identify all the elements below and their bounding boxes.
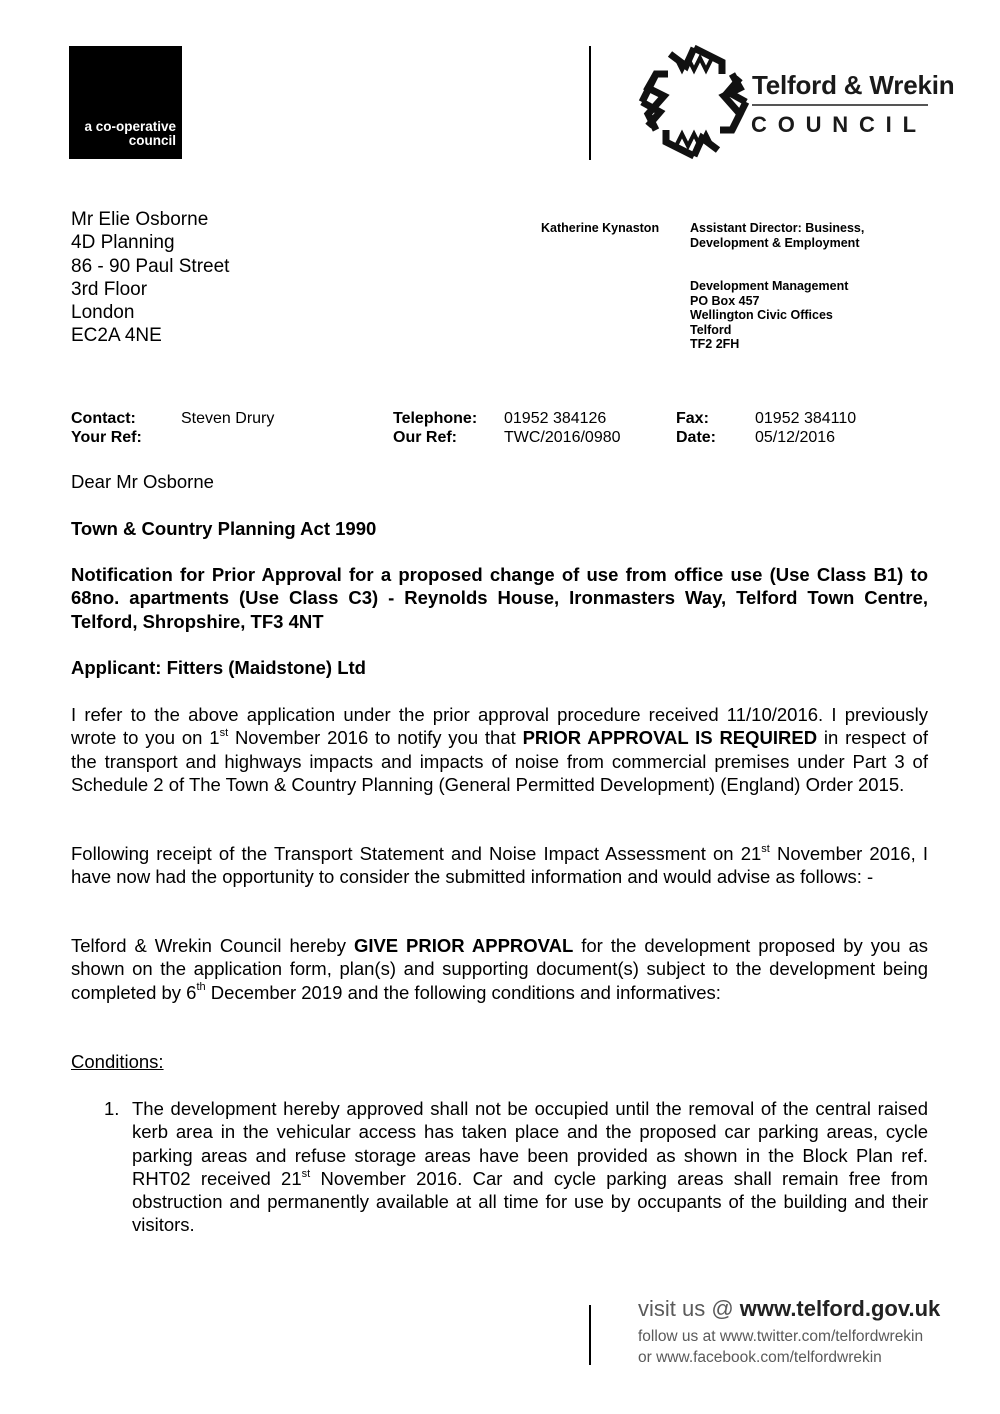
our-ref-label: Our Ref: (393, 429, 457, 446)
condition1-sup: st (301, 1167, 311, 1180)
subject-heading: Notification for Prior Approval for a proposed change of use from office use (Use Class B1) to 68no. apartments (Use Class C3) - Reynolds House, Ironmasters Way, Telford Town Centre, Telford, Shropshire, TF3 4NT (71, 564, 928, 632)
footer-twitter-link[interactable]: follow us at www.twitter.com/telfordwrekin (638, 1328, 924, 1345)
header-divider (589, 46, 591, 160)
paragraph-give-prior-approval (71, 934, 928, 1004)
contact-label: Contact: (71, 410, 136, 427)
conditions-heading: Conditions: (71, 1051, 164, 1072)
council-logo-word: COUNCIL (751, 112, 927, 137)
applicant-heading: Applicant: Fitters (Maidstone) Ltd (71, 657, 366, 678)
badge-line-2: council (128, 133, 176, 148)
para3-text: December 2019 and the following conditions and informatives: (205, 981, 721, 1003)
condition-text (132, 1097, 928, 1237)
sender-address-line: PO Box 457 (690, 293, 760, 308)
para3-text: for the development proposed by you as shown on the application form, plan(s) and supporting document(s) subject to the development being completed by 6 (71, 935, 928, 1003)
footer-facebook-link[interactable]: or www.facebook.com/telfordwrekin (638, 1349, 882, 1366)
para2-sup: st (761, 842, 770, 855)
para3-text: Telford & Wrekin Council hereby (71, 935, 354, 956)
council-logo-name: Telford & Wrekin (752, 70, 955, 100)
condition1-text: The development hereby approved shall not be occupied until the removal of the central raised kerb area in the vehicular access has taken place and the proposed car parking areas, cycle parking areas and refuse storage areas have been provided as shown in the Block Plan ref. RHT02 received 21 (132, 1098, 928, 1189)
condition1-text: November 2016. Car and cycle parking areas shall remain free from obstruction and permanently available at all time for use by occupants of the building and their visitors. (132, 1167, 928, 1236)
telephone-value: 01952 384126 (504, 410, 607, 427)
co-operative-council-badge (69, 46, 182, 159)
paragraph-following-receipt (71, 842, 928, 889)
telephone-label: Telephone: (393, 410, 478, 427)
our-ref-value: TWC/2016/0980 (504, 429, 621, 446)
addressee-line: Mr Elie Osborne (71, 209, 209, 230)
sender-address (690, 279, 848, 352)
badge-line-1: a co-operative (84, 119, 176, 134)
sender-address-line: TF2 2FH (690, 337, 740, 352)
salutation: Dear Mr Osborne (71, 471, 214, 492)
footer-website-link[interactable]: www.telford.gov.uk (739, 1296, 941, 1321)
sender-address-line: Development Management (690, 279, 849, 293)
sender-address-line: Telford (690, 322, 732, 337)
sender-name: Katherine Kynaston (541, 221, 660, 235)
para1-sup: st (219, 727, 229, 740)
footer-divider (589, 1305, 591, 1365)
addressee-line: 3rd Floor (71, 278, 148, 300)
para1-text: November 2016 to notify you that (228, 727, 523, 749)
sender-title-line: Assistant Director: Business, (690, 221, 865, 235)
sender-address-line: Wellington Civic Offices (690, 308, 833, 323)
footer-visit-us (638, 1296, 940, 1322)
co-operative-badge-text (84, 120, 176, 148)
date-value: 05/12/2016 (755, 429, 836, 446)
para2-text: November 2016, I have now had the opportunity to consider the submitted information and would advise as follows: - (71, 843, 928, 888)
condition-number: 1. (104, 1098, 120, 1119)
para2-text: Following receipt of the Transport Statement and Noise Impact Assessment on 21 (71, 843, 762, 864)
paragraph-prior-approval-required (71, 703, 928, 796)
council-logo-rule (752, 104, 928, 106)
para1-bold: PRIOR APPROVAL IS REQUIRED (522, 727, 818, 749)
date-label: Date: (676, 429, 717, 446)
sender-title-line: Development & Employment (690, 235, 860, 250)
addressee-line: 86 - 90 Paul Street (71, 255, 230, 277)
council-hexagon-logo-icon (636, 44, 936, 160)
footer-visit-prefix: visit us @ (638, 1296, 740, 1321)
para1-text: in respect of the transport and highways impacts and impacts of noise from commercial premises under Part 3 of Schedule 2 of The Town & Country Planning (General Permitted Development) (England) Order 2015. (71, 727, 928, 795)
fax-value: 01952 384110 (755, 410, 857, 427)
para3-bold: GIVE PRIOR APPROVAL (353, 935, 574, 956)
para3-sup: th (196, 981, 206, 994)
sender-title (690, 221, 864, 250)
act-heading: Town & Country Planning Act 1990 (71, 518, 377, 539)
addressee-block (71, 208, 229, 348)
addressee-line: London (71, 302, 135, 324)
contact-value: Steven Drury (181, 410, 275, 427)
para1-text: I refer to the above application under the prior approval procedure received 11/10/2016. I previously wrote to you on 1 (71, 704, 928, 749)
addressee-line: EC2A 4NE (71, 325, 162, 347)
addressee-line: 4D Planning (71, 232, 175, 254)
fax-label: Fax: (676, 410, 709, 427)
your-ref-label: Your Ref: (71, 429, 142, 446)
